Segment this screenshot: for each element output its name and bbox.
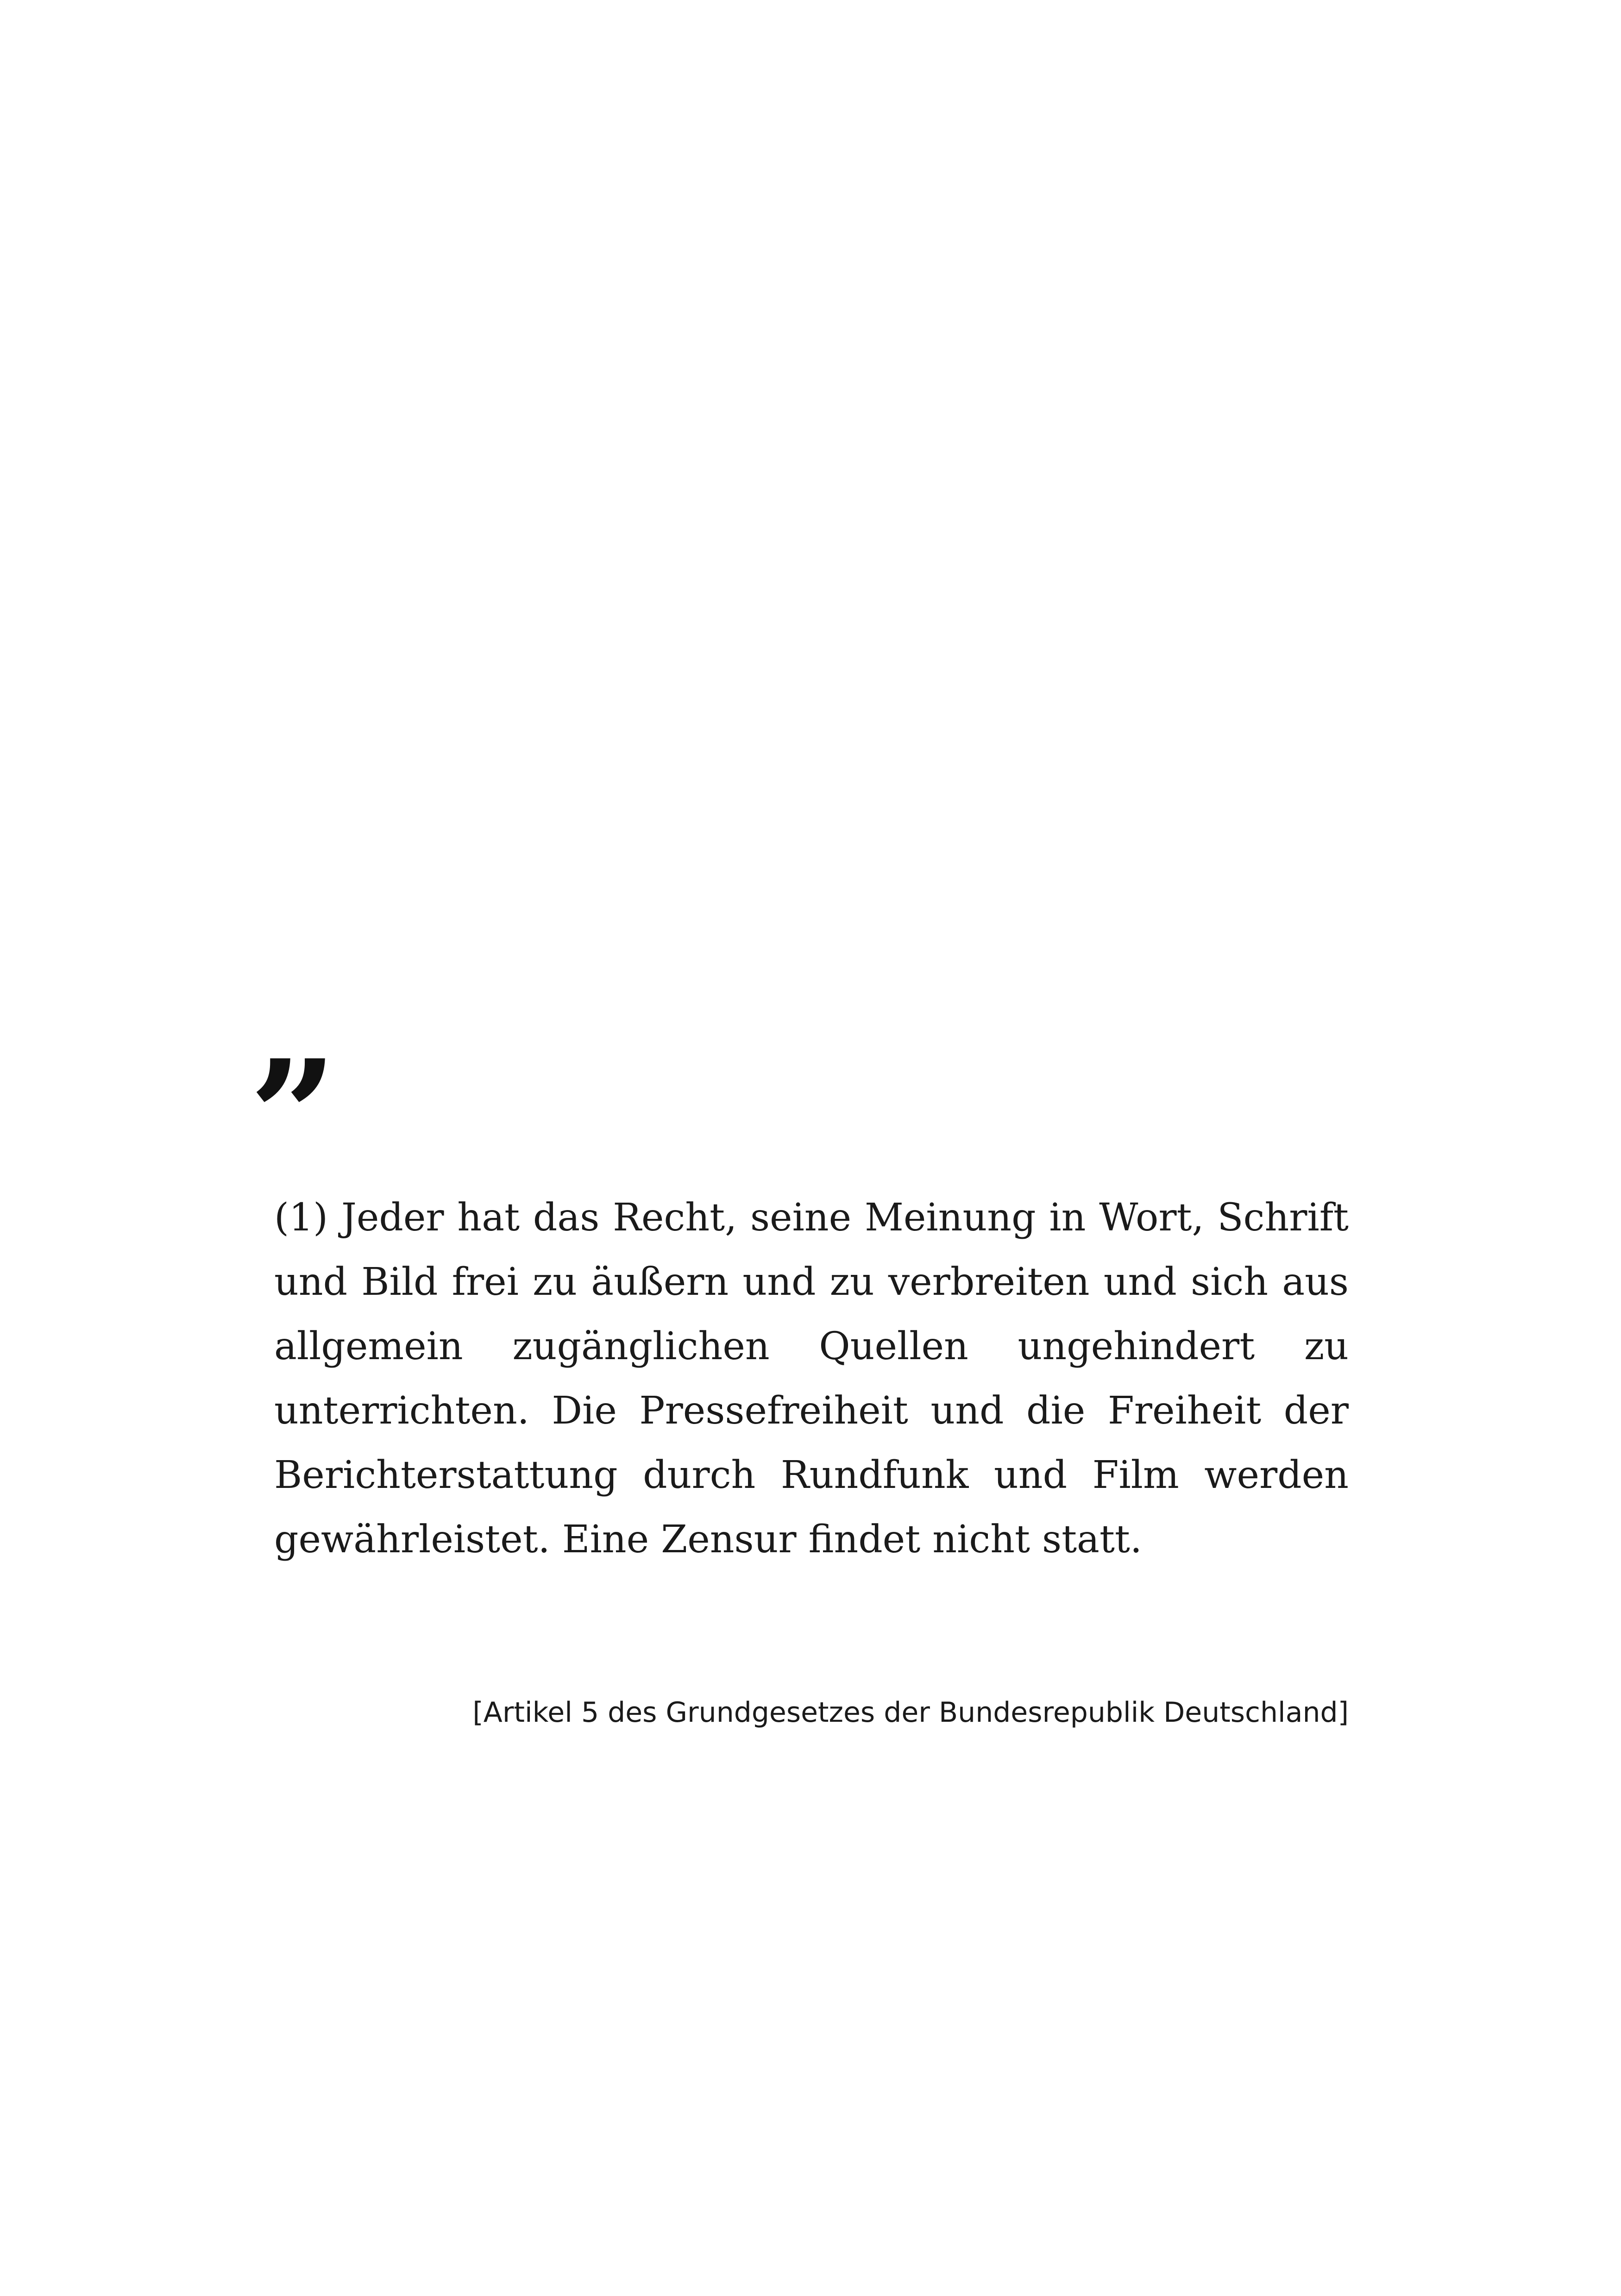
quote-source: [Artikel 5 des Grundgesetzes der Bundesrepublik Deutschland]: [472, 1696, 1349, 1729]
quotation-mark-icon: ”: [249, 1026, 337, 1206]
quote-text: (1) Jeder hat das Recht, seine Meinung in Wort, Schrift und Bild frei zu äußern und zu verbreiten und sich aus allgemein zugänglichen Quellen ungehindert zu unterrichten. Die Pressefreiheit und die Freiheit der Berichterstattung durch Rundfunk und Film werden gewährleistet. Eine Zensur findet nicht statt.: [274, 1196, 1349, 1562]
